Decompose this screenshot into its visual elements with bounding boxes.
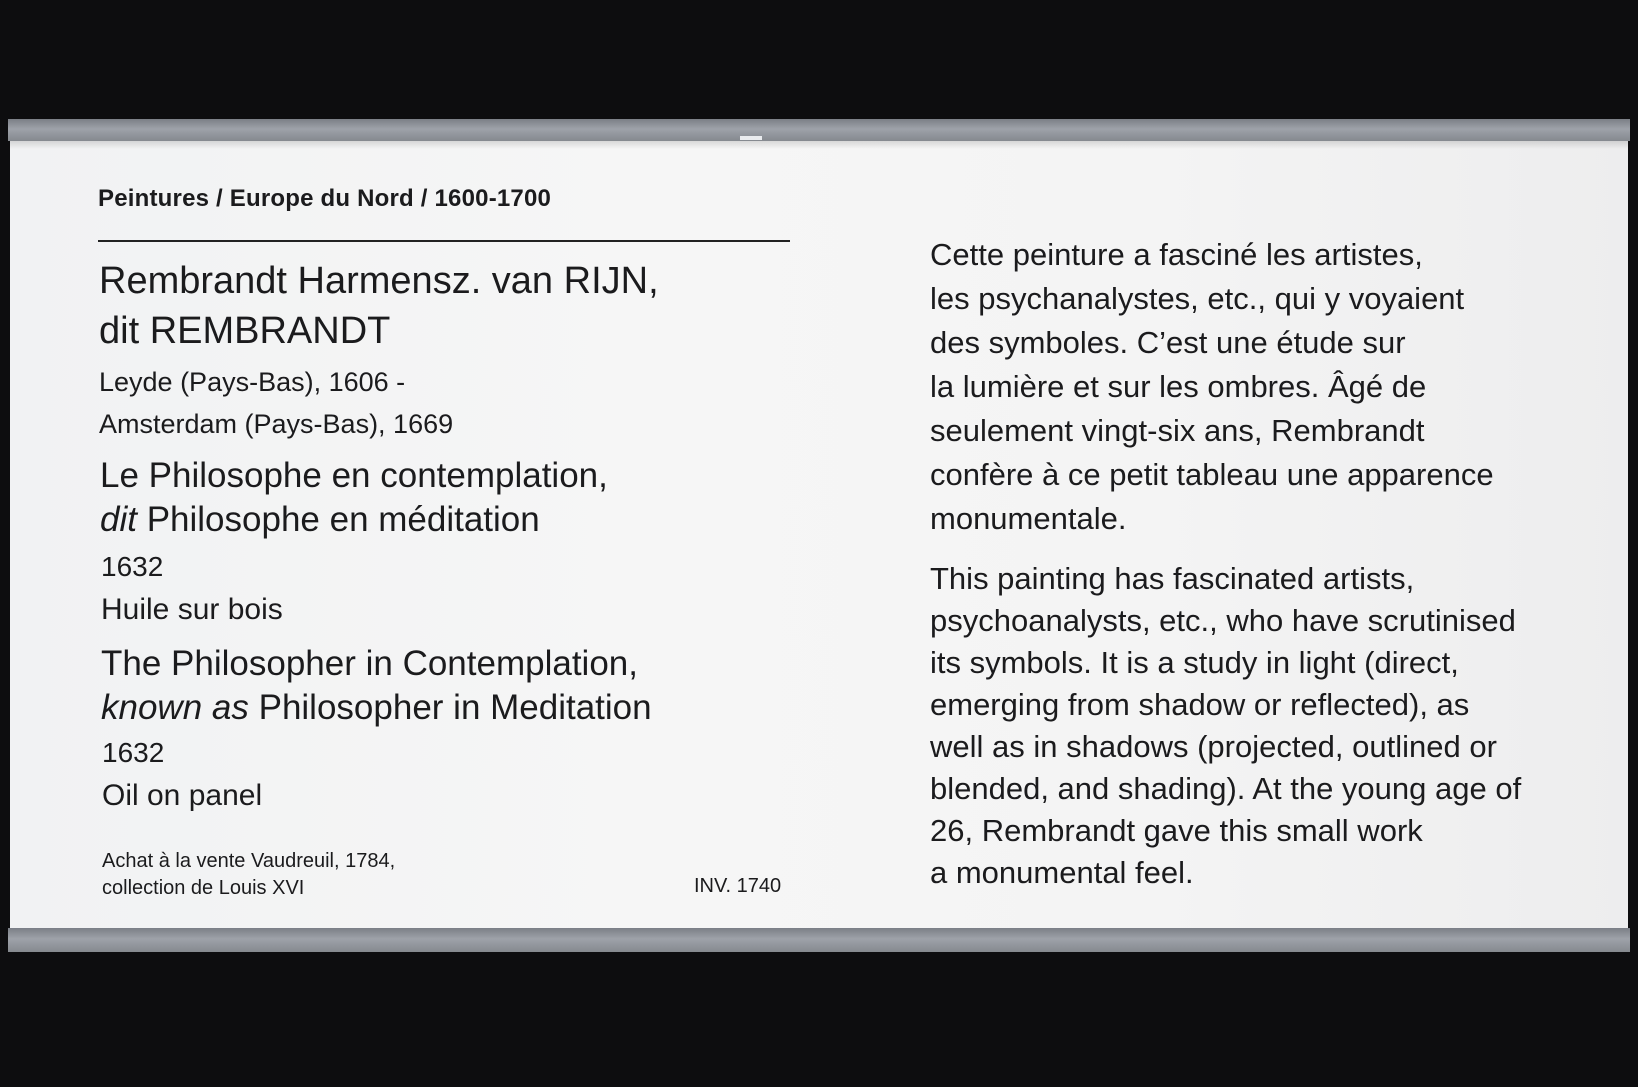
rail-notch xyxy=(740,136,762,140)
description-french-line: seulement vingt-six ans, Rembrandt xyxy=(930,413,1425,448)
description-french-line: Cette peinture a fasciné les artistes, xyxy=(930,237,1423,272)
english-title-line-2 xyxy=(101,686,652,730)
description-english-line: blended, and shading). At the young age of xyxy=(930,771,1522,806)
artist-name xyxy=(99,256,659,356)
artist-name-line-2: dit REMBRANDT xyxy=(99,310,391,352)
inventory-number: INV. 1740 xyxy=(694,875,782,897)
french-date: 1632 xyxy=(101,551,164,582)
provenance-line-2: collection de Louis XVI xyxy=(102,877,305,899)
english-medium: Oil on panel xyxy=(102,779,263,812)
description-english-line: its symbols. It is a study in light (direct, xyxy=(930,645,1459,680)
english-title-rest: Philosopher in Meditation xyxy=(248,688,652,727)
provenance-line-1: Achat à la vente Vaudreuil, 1784, xyxy=(102,850,396,872)
artist-life-dates xyxy=(99,361,453,445)
english-title-italic: known as xyxy=(101,688,249,727)
french-title-italic: dit xyxy=(100,500,137,539)
description-english-line: a monumental feel. xyxy=(930,855,1194,890)
artist-birth: Leyde (Pays-Bas), 1606 - xyxy=(99,367,406,397)
top-edge-shadow xyxy=(10,141,1628,149)
artist-death: Amsterdam (Pays-Bas), 1669 xyxy=(99,409,454,439)
description-english-line: 26, Rembrandt gave this small work xyxy=(930,813,1423,848)
french-medium: Huile sur bois xyxy=(101,593,283,626)
french-title-line-2 xyxy=(100,498,608,542)
description-english-line: well as in shadows (projected, outlined or xyxy=(930,729,1497,764)
english-title xyxy=(101,642,652,730)
english-date: 1632 xyxy=(102,737,165,768)
french-title-rest: Philosophe en méditation xyxy=(136,500,540,539)
description-french-line: les psychanalystes, etc., qui y voyaient xyxy=(930,281,1465,316)
description-english-line: emerging from shadow or reflected), as xyxy=(930,687,1470,722)
description-french-line: confère à ce petit tableau une apparence xyxy=(930,457,1494,492)
english-title-line-1: The Philosopher in Contemplation, xyxy=(101,644,638,683)
french-title-line-1: Le Philosophe en contemplation, xyxy=(100,456,608,495)
description-english xyxy=(930,558,1521,894)
description-french-line: des symboles. C’est une étude sur xyxy=(930,325,1406,360)
description-french-line: monumentale. xyxy=(930,501,1127,536)
top-mounting-rail xyxy=(8,119,1630,141)
description-french-line: la lumière et sur les ombres. Âgé de xyxy=(930,369,1427,404)
description-english-line: This painting has fascinated artists, xyxy=(930,561,1415,596)
description-english-line: psychoanalysts, etc., who have scrutinised xyxy=(930,603,1516,638)
divider-rule xyxy=(98,240,790,242)
artist-name-line-1: Rembrandt Harmensz. van RIJN, xyxy=(99,260,659,302)
label-plaque xyxy=(10,141,1628,928)
collection-breadcrumb: Peintures / Europe du Nord / 1600-1700 xyxy=(98,185,552,212)
french-title xyxy=(100,454,608,542)
provenance xyxy=(102,848,395,902)
bottom-mounting-rail xyxy=(8,928,1630,952)
description-french xyxy=(930,233,1494,541)
